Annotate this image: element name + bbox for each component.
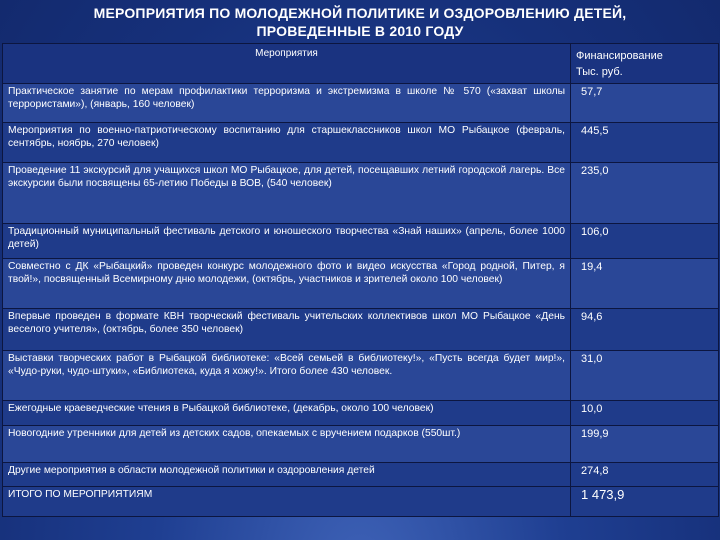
- table-total-row: [3, 487, 719, 517]
- header-funding-line-2: Тыс. руб.: [576, 66, 623, 78]
- event-cell: Проведение 11 экскурсий для учащихся школ МО Рыбацкое, для детей, посещавших летний городской лагерь. Все экскурсии были посвящены 65-летию Победы в ВОВ, (540 человек): [3, 163, 571, 224]
- amount-cell: 106,0: [571, 224, 719, 259]
- amount-cell: 199,9: [571, 426, 719, 463]
- header-funding: [571, 44, 719, 84]
- amount-cell: 94,6: [571, 309, 719, 351]
- header-funding-line-1: Финансирование: [576, 50, 663, 62]
- table-row: [3, 224, 719, 259]
- table-row: [3, 463, 719, 487]
- total-amount: 1 473,9: [571, 487, 719, 517]
- table-row: [3, 259, 719, 309]
- table-row: [3, 401, 719, 426]
- event-cell: Ежегодные краеведческие чтения в Рыбацкой библиотеке, (декабрь, около 100 человек): [3, 401, 571, 426]
- table-row: [3, 426, 719, 463]
- title-line-1: МЕРОПРИЯТИЯ ПО МОЛОДЕЖНОЙ ПОЛИТИКЕ И ОЗДОРОВЛЕНИЮ ДЕТЕЙ,: [93, 5, 627, 21]
- table-row: [3, 309, 719, 351]
- title-line-2: ПРОВЕДЕННЫЕ В 2010 ГОДУ: [256, 23, 464, 39]
- amount-cell: 274,8: [571, 463, 719, 487]
- amount-cell: 445,5: [571, 123, 719, 163]
- table-row: [3, 351, 719, 401]
- header-event: Мероприятия: [3, 44, 571, 84]
- event-cell: Мероприятия по военно-патриотическому воспитанию для старшеклассников школ МО Рыбацкое (февраль, сентябрь, ноябрь, 270 человек): [3, 123, 571, 163]
- table-row: [3, 123, 719, 163]
- event-cell: Практическое занятие по мерам профилактики терроризма и экстремизма в школе № 570 («захват школы террористами»), (январь, 160 человек): [3, 84, 571, 123]
- event-cell: Совместно с ДК «Рыбацкий» проведен конкурс молодежного фото и видео искусства «Город родной, Питер, я твой!», посвященный Всемирному дню молодежи, (октябрь, участников и зрителей около 100 человек): [3, 259, 571, 309]
- amount-cell: 57,7: [571, 84, 719, 123]
- table-row: [3, 84, 719, 123]
- amount-cell: 31,0: [571, 351, 719, 401]
- amount-cell: 19,4: [571, 259, 719, 309]
- total-label: ИТОГО ПО МЕРОПРИЯТИЯМ: [3, 487, 571, 517]
- page-title: [0, 4, 720, 40]
- table-row: [3, 163, 719, 224]
- event-cell: Традиционный муниципальный фестиваль детского и юношеского творчества «Знай наших» (апрель, более 1000 детей): [3, 224, 571, 259]
- event-cell: Новогодние утренники для детей из детских садов, опекаемых с вручением подарков (550шт.): [3, 426, 571, 463]
- event-cell: Другие мероприятия в области молодежной политики и оздоровления детей: [3, 463, 571, 487]
- table-header-row: [3, 44, 719, 84]
- event-cell: Впервые проведен в формате КВН творческий фестиваль учительских коллективов школ МО Рыбацкое «День веселого учителя», (октябрь, более 350 человек): [3, 309, 571, 351]
- events-table: [2, 43, 719, 517]
- amount-cell: 235,0: [571, 163, 719, 224]
- amount-cell: 10,0: [571, 401, 719, 426]
- event-cell: Выставки творческих работ в Рыбацкой библиотеке: «Всей семьей в библиотеку!», «Пусть всегда будет мир!», «Чудо-руки, чудо-штуки», «Библиотека, куда я хожу!». Итого более 430 человек.: [3, 351, 571, 401]
